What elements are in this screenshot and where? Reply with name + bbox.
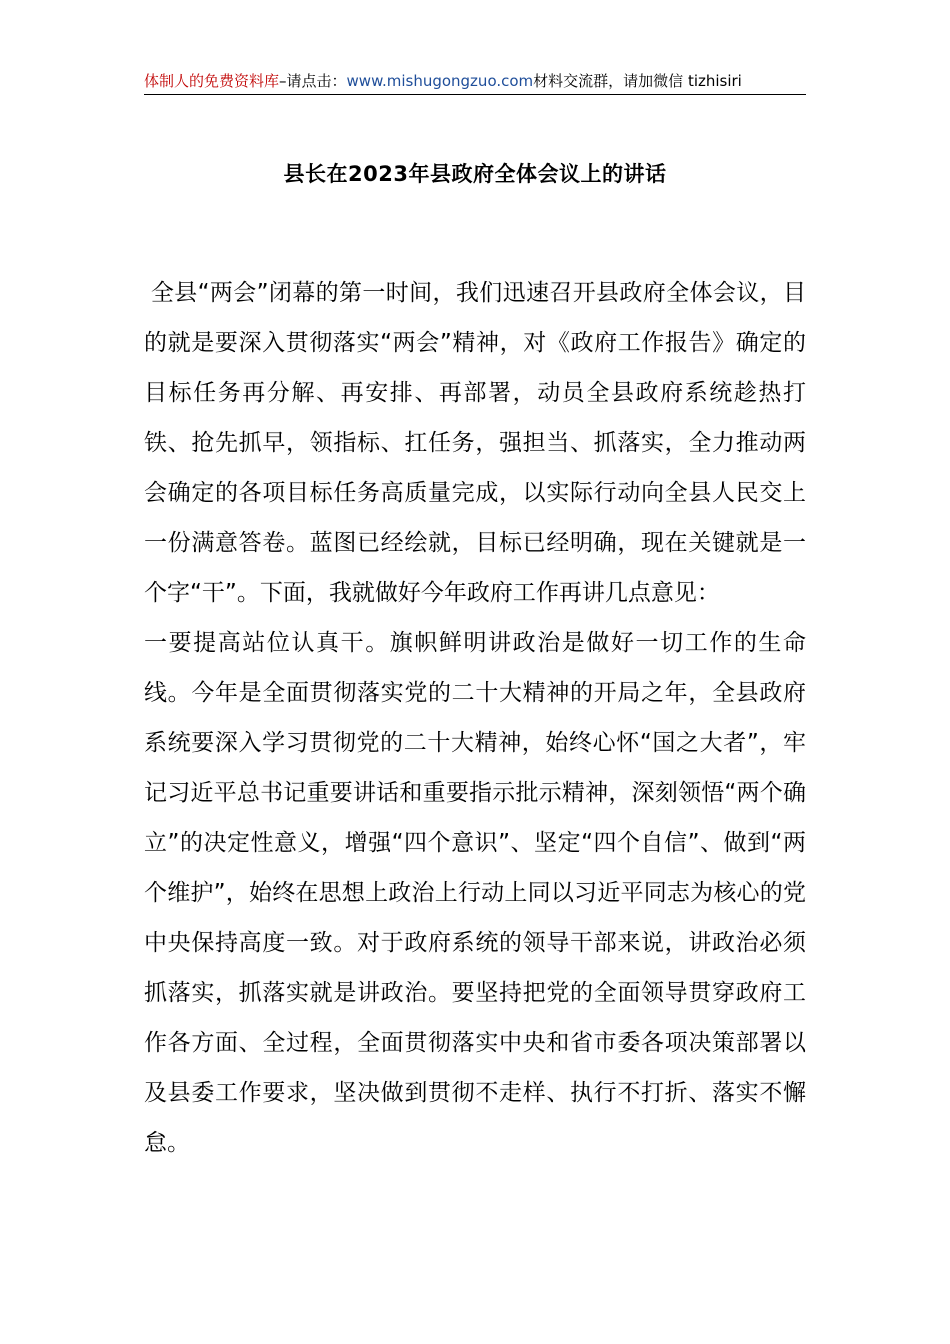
paragraph-intro: 全县“两会”闭幕的第一时间，我们迅速召开县政府全体会议，目的就是要深入贯彻落实“两会”精神，对《政府工作报告》确定的目标任务再分解、再安排、再部署，动员全县政府系统趁热打铁、抢先抓早，领指标、扛任务，强担当、抓落实，全力推动两会确定的各项目标任务高质量完成，以实际行动向全县人民交上一份满意答卷。蓝图已经绘就，目标已经明确，现在关键就是一个字“干”。下面，我就做好今年政府工作再讲几点意见： (144, 280, 806, 606)
header-brand: 体制人的免费资料库 (144, 72, 280, 90)
document-title: 县长在2023年县政府全体会议上的讲话 (283, 162, 667, 186)
header-prompt: –请点击： (279, 72, 347, 90)
document-body (144, 268, 806, 1168)
paragraph-point-one: 一要提高站位认真干。旗帜鲜明讲政治是做好一切工作的生命线。今年是全面贯彻落实党的二十大精神的开局之年，全县政府系统要深入学习贯彻党的二十大精神，始终心怀“国之大者”，牢记习近平总书记重要讲话和重要指示批示精神，深刻领悟“两个确立”的决定性意义，增强“四个意识”、坚定“四个自信”、做到“两个维护”，始终在思想上政治上行动上同以习近平同志为核心的党中央保持高度一致。对于政府系统的领导干部来说，讲政治必须抓落实，抓落实就是讲政治。要坚持把党的全面领导贯穿政府工作各方面、全过程，全面贯彻落实中央和省市委各项决策部署以及县委工作要求，坚决做到贯彻不走样、执行不打折、落实不懈怠。 (144, 630, 806, 1156)
header-contact-note: 材料交流群，请加微信 tizhisiri (533, 72, 742, 90)
header-website-link[interactable]: www.mishugongzuo.com (346, 72, 534, 90)
page-header (144, 68, 806, 95)
